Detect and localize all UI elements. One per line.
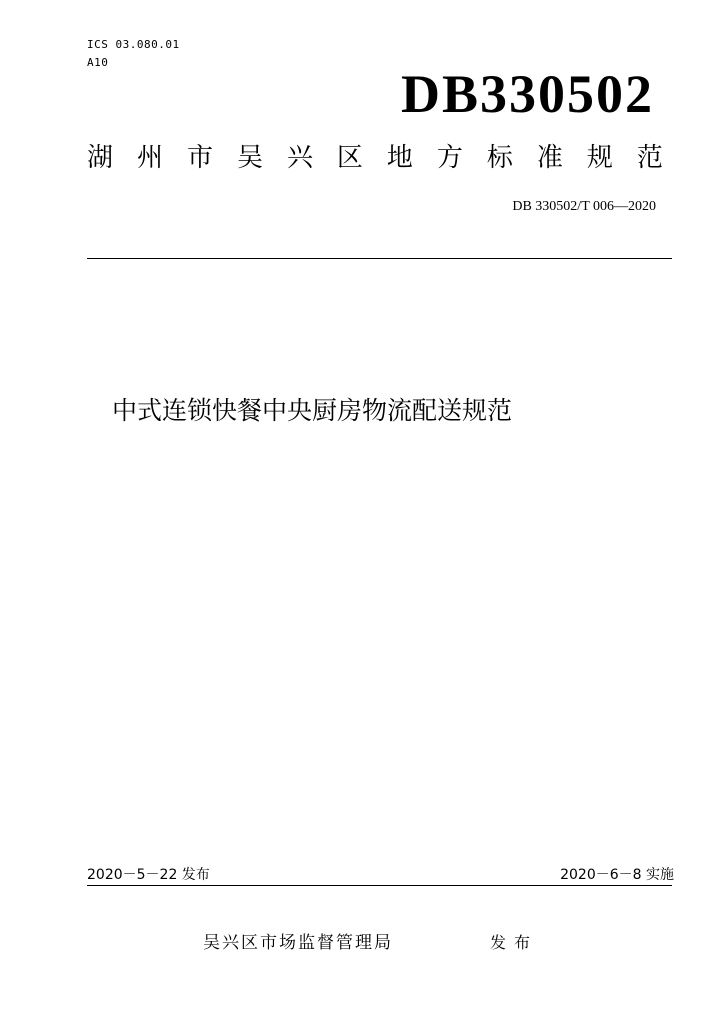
top-divider: [87, 258, 672, 259]
standard-type-char: 准: [536, 143, 563, 173]
standard-number: DB 330502/T 006—2020: [512, 199, 656, 214]
publish-label: 发布: [490, 933, 539, 952]
classification-code: A10: [87, 56, 109, 69]
standard-type-char: 吴: [236, 143, 263, 173]
implementation-date: 2020－6－8 实施: [560, 867, 674, 883]
standard-type-char: 方: [436, 143, 463, 173]
standard-type-char: 湖: [87, 143, 114, 173]
standard-type-char: 标: [486, 143, 513, 173]
standard-type-char: 范: [636, 143, 663, 173]
ics-code: ICS 03.080.01: [87, 38, 180, 51]
document-title: 中式连锁快餐中央厨房物流配送规范: [112, 396, 513, 425]
standard-type-char: 州: [136, 143, 163, 173]
standard-type-heading: [87, 140, 663, 176]
standard-type-char: 规: [586, 143, 613, 173]
bottom-divider: [87, 885, 672, 886]
issue-date: 2020－5－22 发布: [87, 867, 210, 883]
standard-type-char: 兴: [286, 143, 313, 173]
standard-type-char: 地: [386, 143, 413, 173]
publisher-name: 吴兴区市场监督管理局: [203, 933, 393, 953]
standard-type-char: 区: [336, 143, 363, 173]
standard-type-char: 市: [186, 143, 213, 173]
standard-code-large: DB330502: [400, 64, 654, 124]
